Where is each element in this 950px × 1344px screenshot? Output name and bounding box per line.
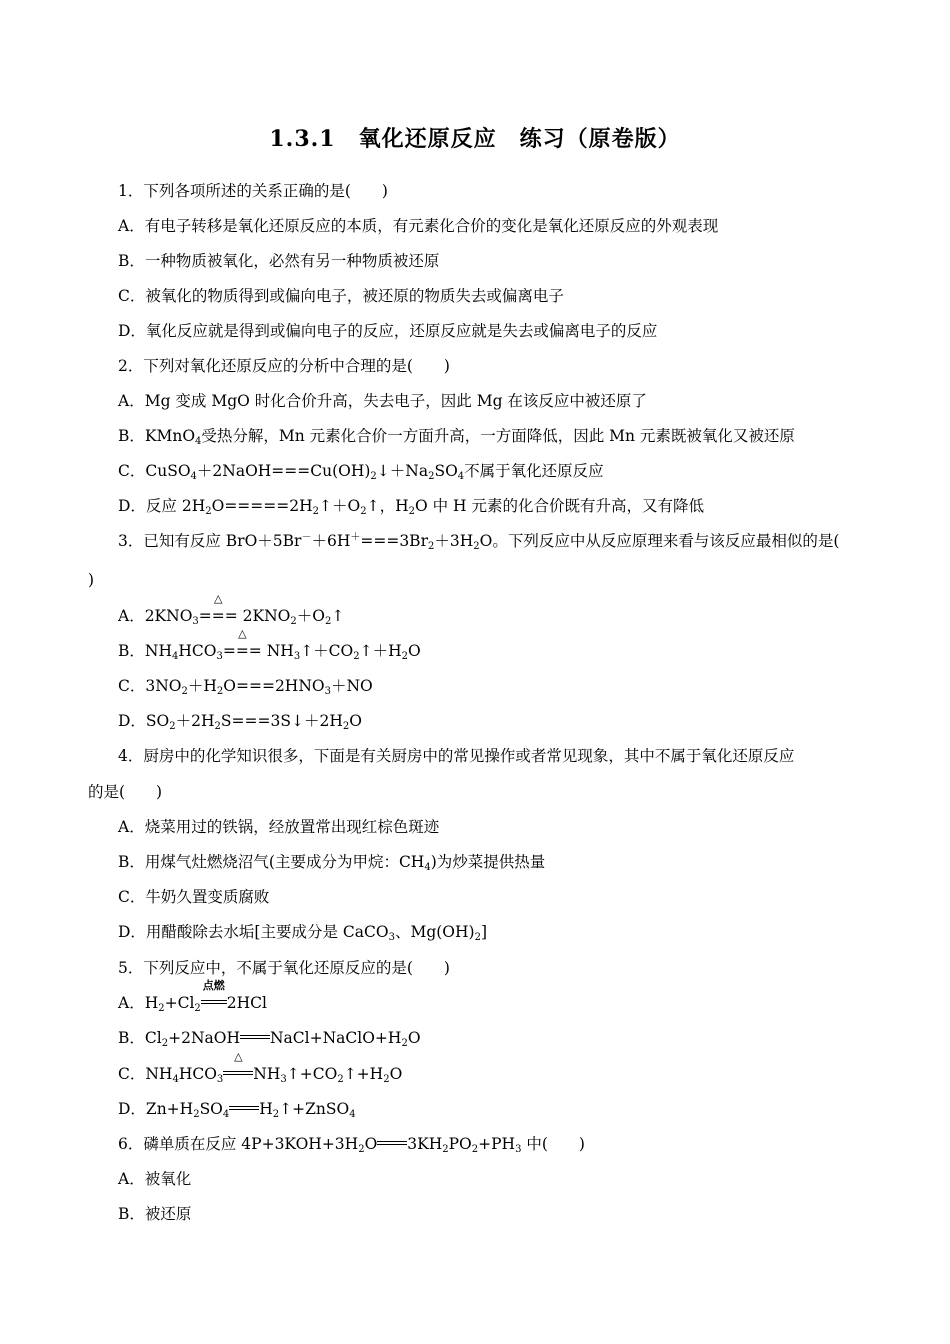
- question-5-option-c: C．$NH_4HCO_3$ △ $NH_3↑+CO_2↑+H_2O$: [118, 1050, 403, 1085]
- question-2-option-d: D．反应 $2H_2O=====2H_2↑+O_2↑$，$H_2O$ 中 H 元素的化合价既有升高，又有降低: [118, 497, 704, 517]
- question-5-stem: 5．下列反应中，不属于氧化还原反应的是( ): [118, 959, 450, 977]
- question-5-option-a: A．$H_2+Cl_2$ 点燃 2HCl: [118, 979, 267, 1014]
- reaction-equals-sign: [377, 1141, 407, 1145]
- question-2-stem: 2．下列对氧化还原反应的分析中合理的是( ): [118, 357, 450, 375]
- question-2-option-b: B．KMnO$_4$受热分解，Mn 元素化合价一方面升高，一方面降低，因此 Mn 元素既被氧化又被还原: [118, 427, 795, 447]
- question-3-stem: 3．已知有反应 $BrO+5Br^-+6H^+===3Br_2+3H_2O$。下列反应中从反应原理来看与该反应最相似的是(: [118, 532, 840, 552]
- question-6-option-a: A．被氧化: [118, 1170, 192, 1188]
- page-title: 1.3.1 氧化还原反应 练习（原卷版）: [269, 126, 681, 152]
- reaction-equals-sign: [201, 1000, 227, 1004]
- reaction-equals-sign: [240, 1035, 270, 1039]
- question-2-option-c: C．$CuSO_4+2NaOH===Cu(OH)_2↓+Na_2SO_4$不属于氧化还原反应: [118, 462, 604, 482]
- question-4-stem: 4．厨房中的化学知识很多，下面是有关厨房中的常见操作或者常见现象，其中不属于氧化还原反应: [118, 747, 795, 765]
- question-3-option-c: C．$3NO_2+H_2O===2HNO_3+NO$: [118, 677, 373, 697]
- question-3-option-b: B．$NH_4HCO_3$ △ === $NH_3↑+CO_2↑+H_2O$: [118, 627, 421, 662]
- heat-condition-symbol: △: [234, 1050, 243, 1063]
- question-4-option-a: A．烧菜用过的铁锅，经放置常出现红棕色斑迹: [118, 818, 440, 836]
- heat-condition-symbol: △: [238, 627, 247, 640]
- question-1-option-c: C．被氧化的物质得到或偏向电子，被还原的物质失去或偏离电子: [118, 287, 564, 305]
- heat-condition-symbol: △: [214, 592, 223, 605]
- question-6-stem: 6．磷单质在反应 $4P+3KOH+3H_2O$ $3KH_2PO_2+PH_3$ 中( ): [118, 1135, 585, 1155]
- question-3-option-a: A．$2KNO_3$ △ === $2KNO_2+O_2↑$: [118, 592, 345, 627]
- question-2-option-a: A．Mg 变成 MgO 时化合价升高，失去电子，因此 Mg 在该反应中被还原了: [118, 392, 647, 410]
- question-1-option-b: B．一种物质被氧化，必然有另一种物质被还原: [118, 252, 440, 270]
- question-1-option-d: D．氧化反应就是得到或偏向电子的反应，还原反应就是失去或偏离电子的反应: [118, 322, 658, 340]
- question-4-option-d: D．用醋酸除去水垢[主要成分是 CaCO$_3$、$Mg(OH)_2$]: [118, 923, 488, 943]
- reaction-equals-sign: [223, 1071, 253, 1075]
- question-4-stem-continued: 的是( ): [88, 783, 163, 801]
- question-3-option-d: D．$SO_2+2H_2S===3S↓+2H_2O$: [118, 712, 362, 732]
- question-4-option-b: B．用煤气灶燃烧沼气(主要成分为甲烷：$CH_4$)为炒菜提供热量: [118, 853, 546, 873]
- question-5-option-d: D．$Zn+H_2SO_4$ $H_2↑+ZnSO_4$: [118, 1100, 356, 1120]
- question-1-option-a: A．有电子转移是氧化还原反应的本质，有元素化合价的变化是氧化还原反应的外观表现: [118, 217, 719, 235]
- question-5-option-b: B．$Cl_2+2NaOH$ $NaCl+NaClO+H_2O$: [118, 1029, 421, 1049]
- reaction-equals-sign: [229, 1106, 259, 1110]
- question-6-option-b: B．被还原: [118, 1205, 192, 1223]
- question-1-stem: 1．下列各项所述的关系正确的是( ): [118, 182, 388, 200]
- ignition-condition-label: 点燃: [202, 979, 225, 992]
- question-3-stem-continued: ): [88, 571, 95, 589]
- question-4-option-c: C．牛奶久置变质腐败: [118, 888, 270, 906]
